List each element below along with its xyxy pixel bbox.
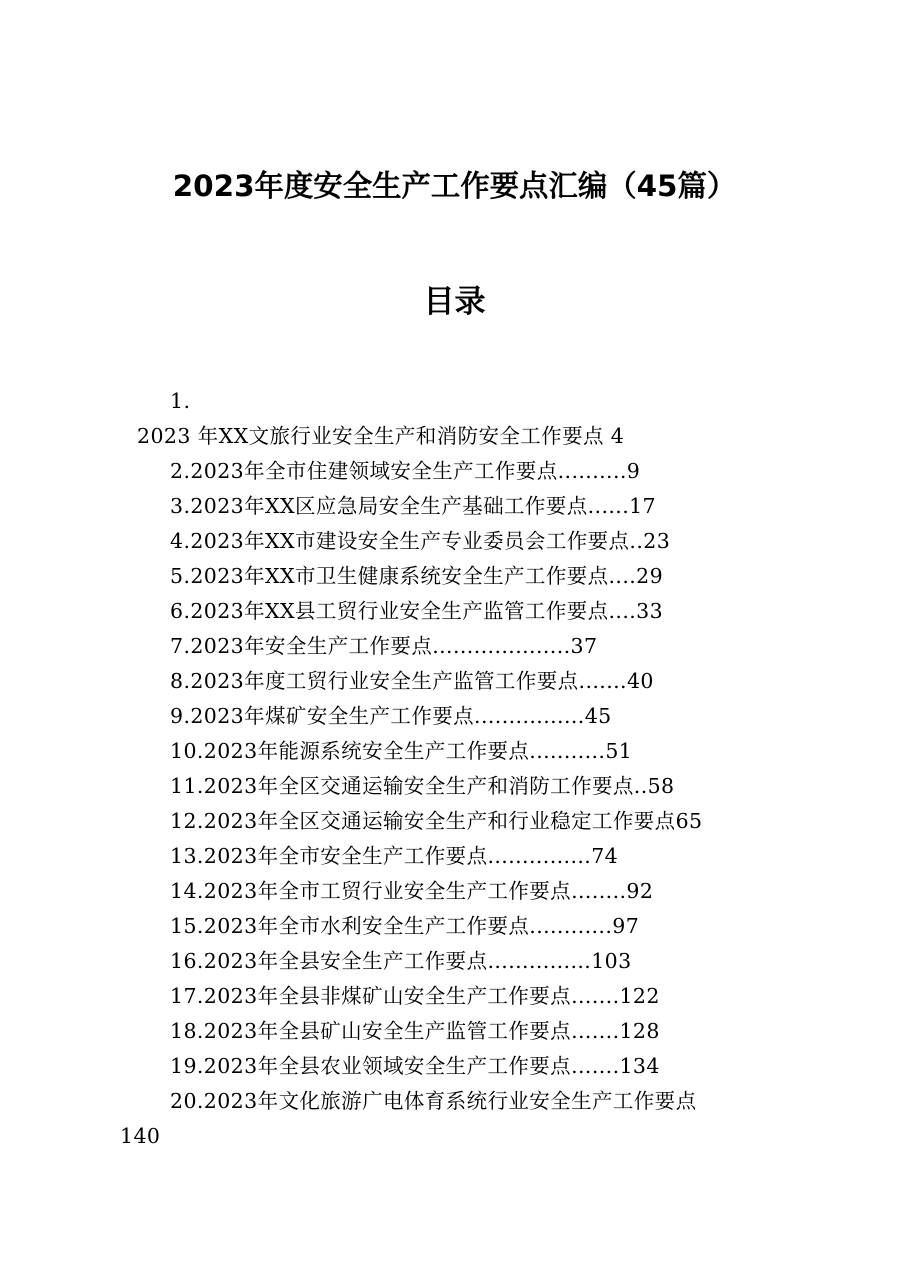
- toc-entry-10[interactable]: 10.2023年能源系统安全生产工作要点...........51: [170, 739, 633, 763]
- toc-entry-number: 1.: [170, 389, 191, 413]
- document-title: 2023年度安全生产工作要点汇编（45篇）: [172, 169, 737, 203]
- toc-entry-6[interactable]: 6.2023年XX县工贸行业安全生产监管工作要点....33: [170, 599, 664, 623]
- toc-entry-7[interactable]: 7.2023年安全生产工作要点....................37: [170, 634, 598, 658]
- toc-entry-11[interactable]: 11.2023年全区交通运输安全生产和消防工作要点..58: [170, 774, 675, 798]
- toc-entry-12[interactable]: 12.2023年全区交通运输安全生产和行业稳定工作要点65: [170, 809, 703, 833]
- toc-entry-14[interactable]: 14.2023年全市工贸行业安全生产工作要点........92: [170, 879, 654, 903]
- toc-entry-text: 20.2023年文化旅游广电体育系统行业安全生产工作要点: [170, 1089, 697, 1113]
- toc-entry-13[interactable]: 13.2023年全市安全生产工作要点...............74: [170, 844, 619, 868]
- toc-entry-17[interactable]: 17.2023年全县非煤矿山安全生产工作要点.......122: [170, 984, 660, 1008]
- toc-entry-9[interactable]: 9.2023年煤矿安全生产工作要点................45: [170, 704, 612, 728]
- toc-entry-page-number: 140: [120, 1124, 161, 1148]
- toc-entry-3[interactable]: 3.2023年XX区应急局安全生产基础工作要点......17: [170, 494, 657, 518]
- toc-entry-text: 2023 年XX文旅行业安全生产和消防安全工作要点 4: [137, 424, 625, 448]
- toc-entry-5[interactable]: 5.2023年XX市卫生健康系统安全生产工作要点....29: [170, 564, 664, 588]
- toc-entry-2[interactable]: 2.2023年全市住建领域安全生产工作要点..........9: [170, 459, 641, 483]
- toc-heading: 目录: [423, 284, 486, 320]
- toc-entry-4[interactable]: 4.2023年XX市建设安全生产专业委员会工作要点..23: [170, 529, 671, 553]
- toc-entry-16[interactable]: 16.2023年全县安全生产工作要点...............103: [170, 949, 632, 973]
- toc-entry-8[interactable]: 8.2023年度工贸行业安全生产监管工作要点.......40: [170, 669, 654, 693]
- toc-entry-15[interactable]: 15.2023年全市水利安全生产工作要点............97: [170, 914, 640, 938]
- toc-entry-18[interactable]: 18.2023年全县矿山安全生产监管工作要点.......128: [170, 1019, 660, 1043]
- toc-entry-19[interactable]: 19.2023年全县农业领域安全生产工作要点.......134: [170, 1054, 660, 1078]
